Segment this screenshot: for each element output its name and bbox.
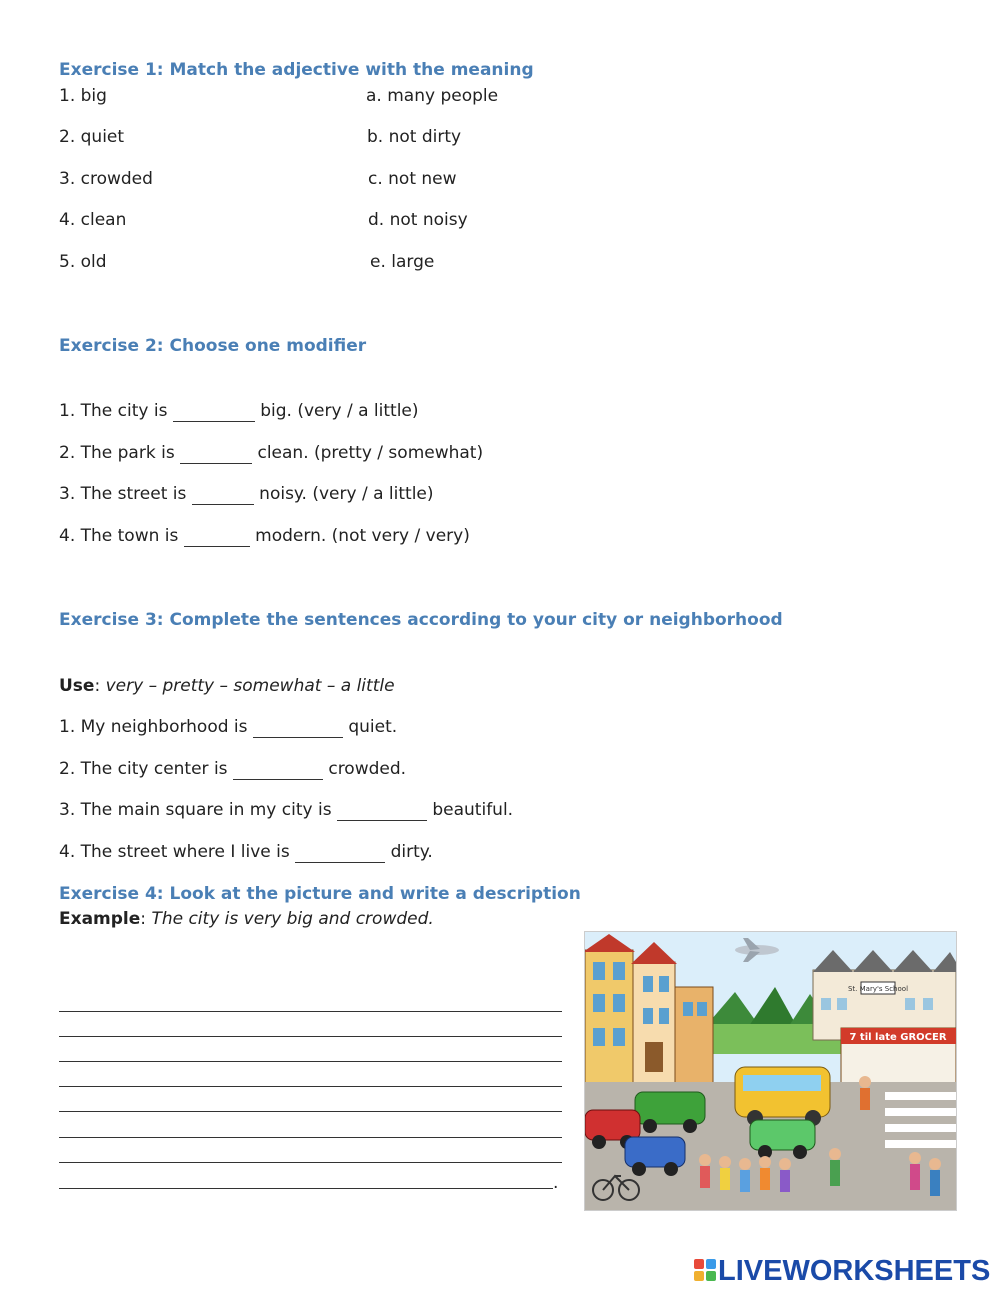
sentence-start: 2. The park is bbox=[59, 443, 181, 463]
sentence-start: 3. The main square in my city is bbox=[59, 800, 337, 820]
match-right-item: d. not noisy bbox=[368, 210, 468, 230]
sentence-start: 2. The city center is bbox=[59, 759, 233, 779]
grocer-sign: 7 til late GROCER bbox=[849, 1032, 947, 1043]
end-period: . bbox=[553, 1173, 559, 1193]
match-left-item: 5. old bbox=[59, 252, 107, 272]
exercise-3-item bbox=[59, 842, 433, 863]
match-right-item: a. many people bbox=[366, 86, 499, 106]
exercise-3-item bbox=[59, 717, 397, 738]
logo-text: LIVEWORKSHEETS bbox=[718, 1255, 991, 1287]
school-sign: St. Mary's School bbox=[847, 985, 909, 993]
match-left-item: 3. crowded bbox=[59, 169, 153, 189]
exercise-3-item bbox=[59, 800, 513, 821]
answer-line[interactable] bbox=[59, 1061, 562, 1062]
exercise-3-item bbox=[59, 759, 406, 780]
word-bank-words: very – pretty – somewhat – a little bbox=[105, 676, 395, 696]
exercise-2-item bbox=[59, 526, 470, 547]
exercise-2-item bbox=[59, 443, 483, 464]
exercise-2-heading: Exercise 2: Choose one modifier bbox=[59, 336, 367, 356]
use-label: Use bbox=[59, 676, 95, 696]
blank[interactable] bbox=[184, 526, 250, 547]
sentence-start: 1. My neighborhood is bbox=[59, 717, 253, 737]
match-left-item: 2. quiet bbox=[59, 127, 125, 147]
match-right-item: e. large bbox=[370, 252, 435, 272]
match-left-item: 4. clean bbox=[59, 210, 127, 230]
answer-line[interactable] bbox=[59, 1188, 553, 1189]
exercise-1-heading: Exercise 1: Match the adjective with the meaning bbox=[59, 60, 534, 80]
blank[interactable] bbox=[295, 842, 385, 863]
example-label: Example bbox=[59, 909, 141, 929]
answer-line[interactable] bbox=[59, 1162, 562, 1163]
answer-line[interactable] bbox=[59, 1086, 562, 1087]
example-text: The city is very big and crowded. bbox=[151, 909, 434, 929]
blank[interactable] bbox=[337, 800, 427, 821]
sentence-end: clean. (pretty / somewhat) bbox=[252, 443, 484, 463]
sentence-start: 1. The city is bbox=[59, 401, 173, 421]
word-bank: Use: very – pretty – somewhat – a little bbox=[59, 676, 395, 696]
bus-icon bbox=[735, 1067, 830, 1126]
answer-line[interactable] bbox=[59, 1036, 562, 1037]
blank[interactable] bbox=[233, 759, 323, 780]
match-right-item: c. not new bbox=[368, 169, 457, 189]
sentence-end: crowded. bbox=[322, 759, 407, 779]
exercise-4-heading: Exercise 4: Look at the picture and write a description bbox=[59, 884, 581, 904]
sentence-start: 4. The street where I live is bbox=[59, 842, 296, 862]
sentence-end: noisy. (very / a little) bbox=[253, 484, 434, 504]
blank[interactable] bbox=[192, 484, 254, 505]
match-right-item: b. not dirty bbox=[367, 127, 462, 147]
sentence-end: modern. (not very / very) bbox=[249, 526, 470, 546]
exercise-3-heading: Exercise 3: Complete the sentences according to your city or neighborhood bbox=[59, 610, 783, 630]
answer-line[interactable] bbox=[59, 1111, 562, 1112]
city-scene-drawing bbox=[585, 932, 956, 1210]
blank[interactable] bbox=[173, 401, 255, 422]
sentence-start: 4. The town is bbox=[59, 526, 184, 546]
blank[interactable] bbox=[253, 717, 343, 738]
sentence-end: beautiful. bbox=[426, 800, 514, 820]
match-left-item: 1. big bbox=[59, 86, 107, 106]
exercise-2-item bbox=[59, 401, 419, 422]
sentence-start: 3. The street is bbox=[59, 484, 192, 504]
exercise-2-item bbox=[59, 484, 434, 505]
logo-mark-icon bbox=[694, 1259, 716, 1281]
example-line: Example: The city is very big and crowded. bbox=[59, 909, 434, 929]
city-illustration bbox=[584, 931, 957, 1211]
sentence-end: dirty. bbox=[385, 842, 433, 862]
sentence-end: quiet. bbox=[342, 717, 398, 737]
answer-line[interactable] bbox=[59, 1137, 562, 1138]
sentence-end: big. (very / a little) bbox=[254, 401, 419, 421]
answer-line[interactable] bbox=[59, 1011, 562, 1012]
blank[interactable] bbox=[180, 443, 252, 464]
